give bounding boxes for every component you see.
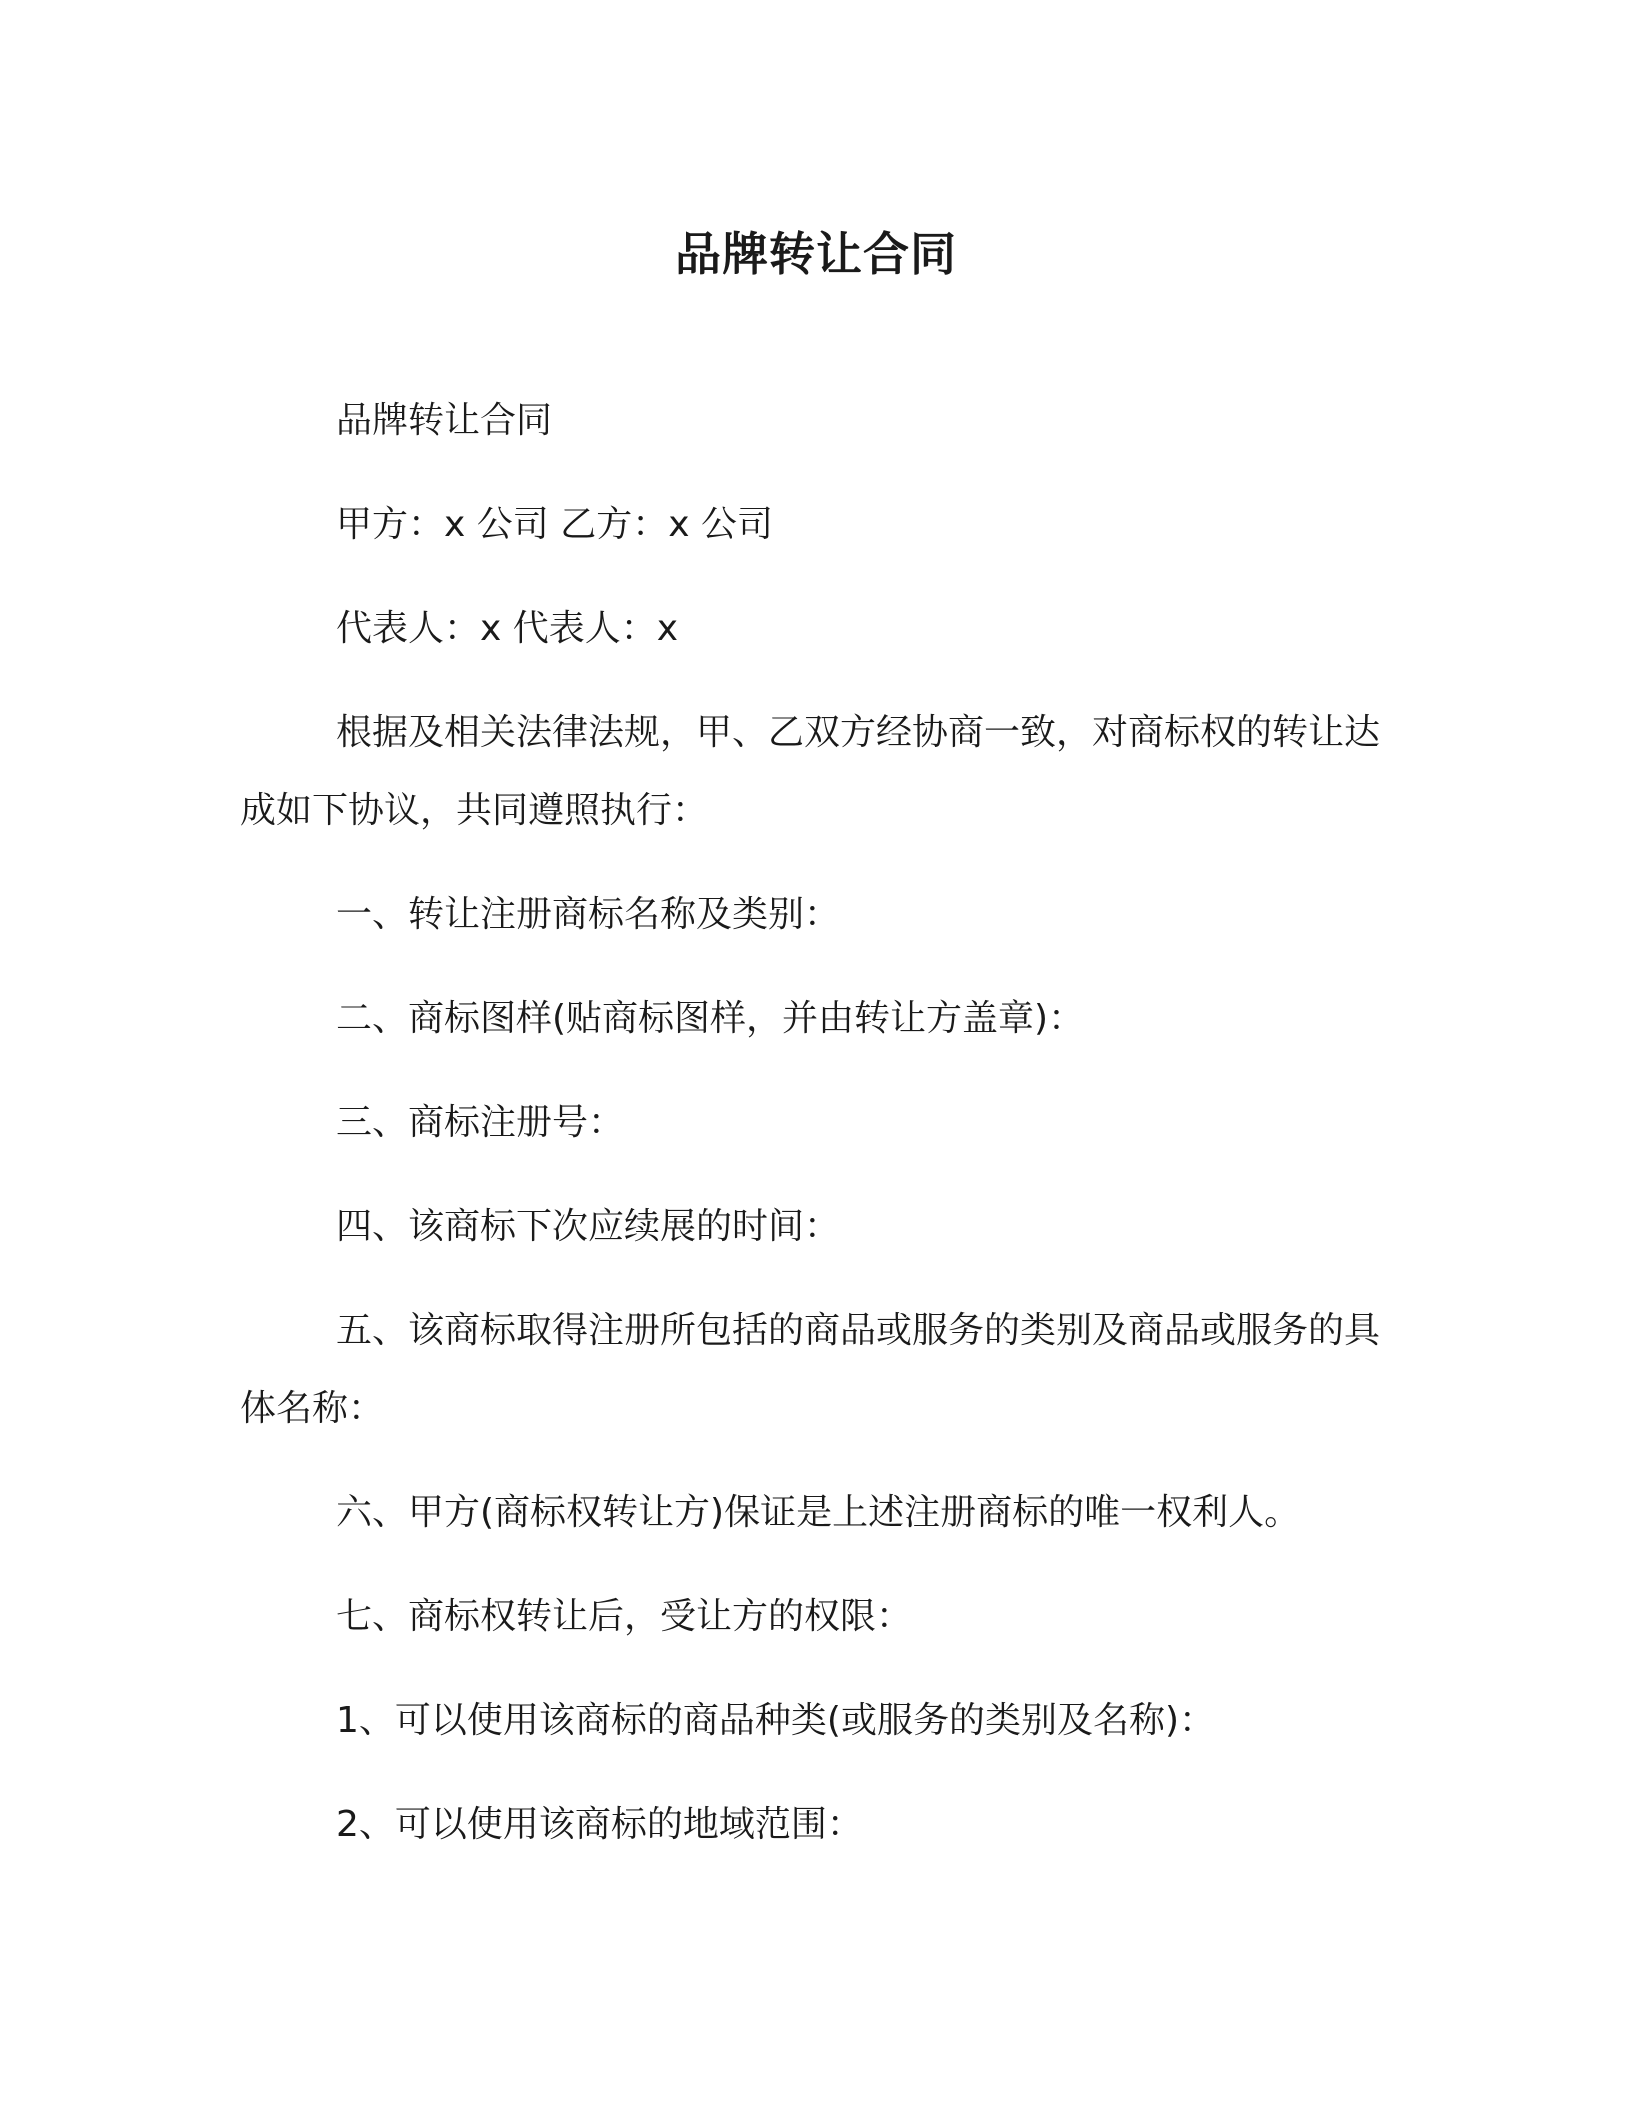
paragraph-preamble: 根据及相关法律法规，甲、乙双方经协商一致，对商标权的转让达成如下协议，共同遵照执行： [240,712,1381,831]
paragraph-clause-3: 三、商标注册号： [336,1102,625,1143]
document-title: 品牌转让合同 [675,227,957,281]
paragraph-heading: 品牌转让合同 [336,400,553,441]
paragraph-clause-6: 六、甲方(商标权转让方)保证是上述注册商标的唯一权利人。 [336,1492,1301,1533]
paragraph-sub-1: 1、可以使用该商标的商品种类(或服务的类别及名称)： [336,1700,1215,1741]
paragraph-parties: 甲方：x 公司 乙方：x 公司 [336,504,773,545]
paragraph-sub-2: 2、可以使用该商标的地域范围： [336,1804,863,1845]
paragraph-clause-2: 二、商标图样(贴商标图样，并由转让方盖章)： [336,998,1085,1039]
paragraph-representatives: 代表人：x 代表人：x [336,608,679,649]
paragraph-clause-5: 五、该商标取得注册所包括的商品或服务的类别及商品或服务的具体名称： [240,1310,1381,1429]
paragraph-clause-1: 一、转让注册商标名称及类别： [336,894,841,935]
paragraph-clause-7: 七、商标权转让后，受让方的权限： [336,1596,913,1637]
paragraph-clause-4: 四、该商标下次应续展的时间： [336,1206,841,1247]
